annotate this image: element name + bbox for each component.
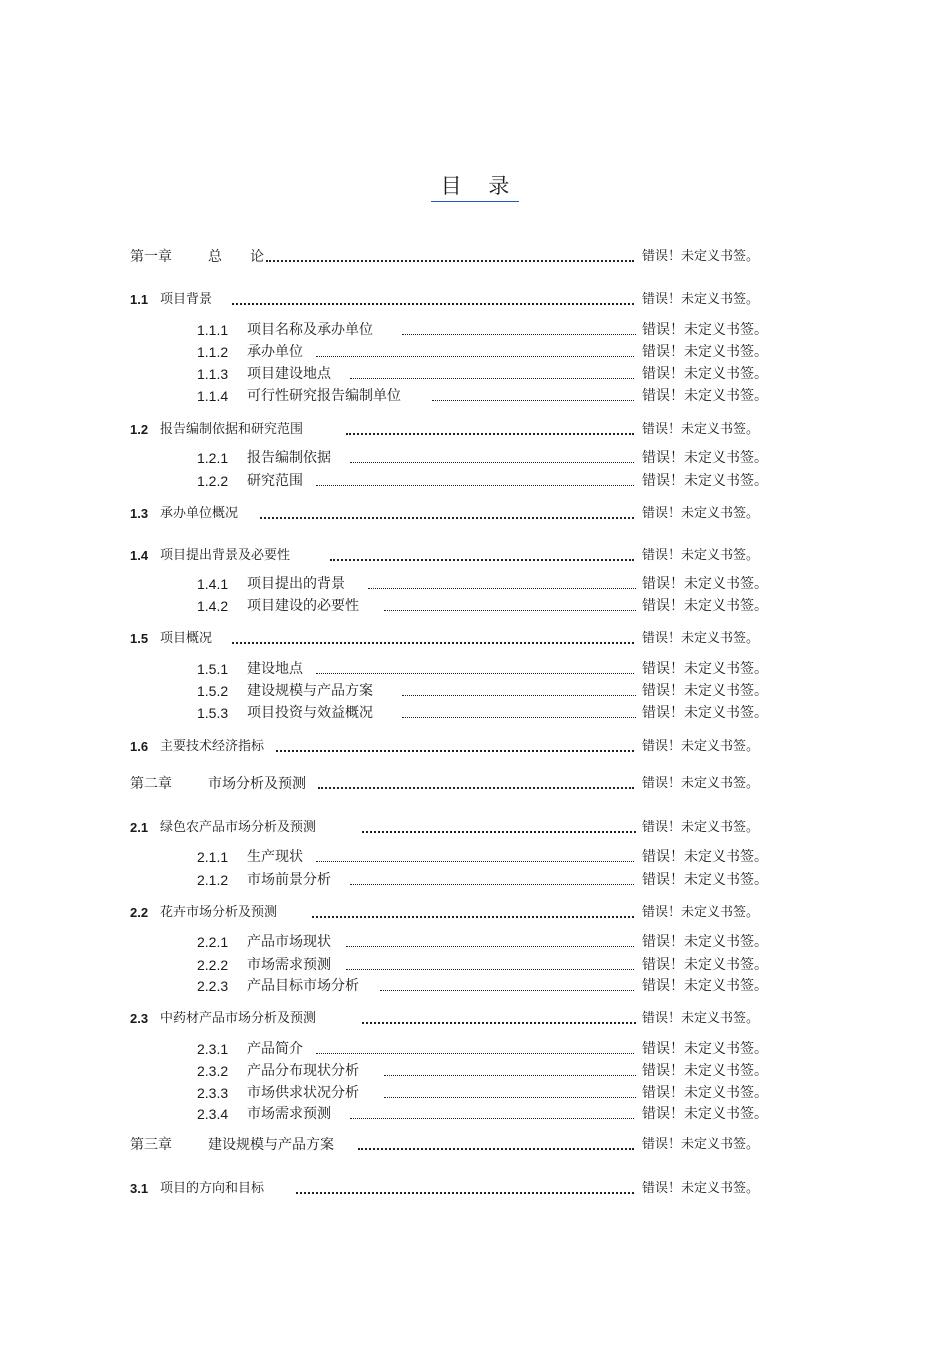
toc-entry-number: 1.2.1 xyxy=(197,450,229,466)
toc-entry-label xyxy=(130,546,290,566)
toc-entry-text: 项目的方向和目标 xyxy=(160,1181,265,1196)
toc-entry-page-ref: 错误！未定义书签。 xyxy=(642,1181,760,1196)
toc-entry[interactable] xyxy=(0,320,950,340)
toc-entry[interactable] xyxy=(0,870,950,890)
toc-entry-number: 2.3 xyxy=(130,1011,149,1026)
toc-entry-text: 主要技术经济指标 xyxy=(160,739,265,754)
dot-leader xyxy=(362,831,636,833)
toc-entry-page-ref: 错误！未定义书签。 xyxy=(642,249,760,264)
dot-leader xyxy=(316,673,634,674)
dot-leader xyxy=(346,969,634,970)
toc-entry-label xyxy=(197,342,303,362)
toc-entry[interactable] xyxy=(0,596,950,616)
toc-entry-number: 2.2.3 xyxy=(197,978,229,994)
toc-entry-label xyxy=(197,703,373,723)
toc-entry[interactable] xyxy=(0,1135,950,1155)
toc-entry-number: 第三章 xyxy=(130,1137,172,1153)
dot-leader xyxy=(232,303,634,305)
toc-entry-page-ref: 错误！未定义书签。 xyxy=(642,631,760,646)
toc-entry[interactable] xyxy=(0,818,950,838)
toc-entry-text: 市场需求预测 xyxy=(247,1106,331,1122)
toc-entry[interactable] xyxy=(0,932,950,952)
toc-entry-number: 2.1.1 xyxy=(197,849,229,865)
toc-entry-label xyxy=(197,847,303,867)
toc-entry-page-ref: 错误！未定义书签。 xyxy=(642,598,768,614)
toc-entry-number: 1.1.1 xyxy=(197,322,229,338)
toc-entry-label xyxy=(197,681,373,701)
toc-entry-text: 项目名称及承办单位 xyxy=(247,322,373,338)
toc-entry-page-ref: 错误！未定义书签。 xyxy=(642,292,760,307)
toc-entry[interactable] xyxy=(0,955,950,975)
toc-entry-number: 2.3.2 xyxy=(197,1063,229,1079)
dot-leader xyxy=(402,695,636,696)
dot-leader xyxy=(312,916,634,918)
toc-entry-text: 项目提出背景及必要性 xyxy=(160,548,291,563)
toc-entry-text: 产品分布现状分析 xyxy=(247,1063,359,1079)
toc-entry-text: 总 论 xyxy=(208,249,264,265)
toc-entry[interactable] xyxy=(0,342,950,362)
toc-entry[interactable] xyxy=(0,681,950,701)
toc-entry-text: 绿色农产品市场分析及预测 xyxy=(160,820,317,835)
dot-leader xyxy=(384,1097,636,1098)
dot-leader xyxy=(346,946,634,947)
toc-entry[interactable] xyxy=(0,364,950,384)
toc-entry[interactable] xyxy=(0,1083,950,1103)
toc-entry-text: 市场前景分析 xyxy=(247,872,331,888)
toc-entry[interactable] xyxy=(0,847,950,867)
toc-entry-label xyxy=(130,1179,264,1199)
toc-entry[interactable] xyxy=(0,448,950,468)
dot-leader xyxy=(384,610,636,611)
toc-entry-label xyxy=(197,976,359,996)
toc-entry[interactable] xyxy=(0,1061,950,1081)
toc-entry-number: 2.3.4 xyxy=(197,1106,229,1122)
toc-entry[interactable] xyxy=(0,1039,950,1059)
toc-entry-page-ref: 错误！未定义书签。 xyxy=(642,548,760,563)
toc-entry-page-ref: 错误！未定义书签。 xyxy=(642,849,768,865)
toc-entry-page-ref: 错误！未定义书签。 xyxy=(642,506,760,521)
toc-entry-number: 1.1 xyxy=(130,292,149,307)
toc-entry-label xyxy=(130,737,264,757)
toc-entry-text: 项目建设的必要性 xyxy=(247,598,359,614)
toc-entry-text: 项目建设地点 xyxy=(247,366,331,382)
toc-entry-label xyxy=(130,629,212,649)
toc-entry-number: 1.1.3 xyxy=(197,366,229,382)
toc-entry-number: 1.6 xyxy=(130,739,149,754)
toc-entry-page-ref: 错误！未定义书签。 xyxy=(642,978,768,994)
toc-entry-label xyxy=(130,903,277,923)
toc-entry-number: 1.5 xyxy=(130,631,149,646)
toc-entry-page-ref: 错误！未定义书签。 xyxy=(642,957,768,973)
toc-entry-text: 报告编制依据和研究范围 xyxy=(160,422,304,437)
toc-entry-text: 生产现状 xyxy=(247,849,303,865)
dot-leader xyxy=(316,485,634,486)
toc-entry-number: 1.3 xyxy=(130,506,149,521)
toc-entry-page-ref: 错误！未定义书签。 xyxy=(642,344,768,360)
toc-entry[interactable] xyxy=(0,1179,950,1199)
toc-entry[interactable] xyxy=(0,290,950,310)
dot-leader xyxy=(350,1118,634,1119)
dot-leader xyxy=(362,1022,636,1024)
dot-leader xyxy=(402,334,636,335)
toc-entry-page-ref: 错误！未定义书签。 xyxy=(642,473,768,489)
toc-entry[interactable] xyxy=(0,737,950,757)
toc-entry-page-ref: 错误！未定义书签。 xyxy=(642,661,768,677)
dot-leader xyxy=(260,517,634,519)
toc-entry-label xyxy=(197,870,331,890)
toc-entry[interactable] xyxy=(0,1104,950,1124)
toc-entry[interactable] xyxy=(0,629,950,649)
toc-entry-text: 市场供求状况分析 xyxy=(247,1085,359,1101)
toc-entry-page-ref: 错误！未定义书签。 xyxy=(642,1106,768,1122)
toc-entry-label xyxy=(197,596,359,616)
toc-entry-text: 市场分析及预测 xyxy=(208,776,306,792)
toc-entry-number: 第一章 xyxy=(130,249,172,265)
toc-entry[interactable] xyxy=(0,659,950,679)
toc-entry-label xyxy=(197,1083,359,1103)
toc-entry-label xyxy=(130,290,212,310)
dot-leader xyxy=(316,356,634,357)
toc-entry-number: 第二章 xyxy=(130,776,172,792)
dot-leader xyxy=(316,1053,634,1054)
dot-leader xyxy=(384,1075,636,1076)
toc-entry-text: 市场需求预测 xyxy=(247,957,331,973)
toc-entry[interactable] xyxy=(0,703,950,723)
toc-entry-text: 建设地点 xyxy=(247,661,303,677)
toc-entry-label xyxy=(197,932,331,952)
toc-entry-text: 建设规模与产品方案 xyxy=(247,683,373,699)
page-title: 目 录 xyxy=(0,170,950,200)
toc-entry-text: 项目提出的背景 xyxy=(247,576,345,592)
toc-entry-number: 1.5.1 xyxy=(197,661,229,677)
toc-entry-page-ref: 错误！未定义书签。 xyxy=(642,388,768,404)
toc-entry-page-ref: 错误！未定义书签。 xyxy=(642,422,760,437)
toc-entry-text: 项目投资与效益概况 xyxy=(247,705,373,721)
toc-entry[interactable] xyxy=(0,504,950,524)
toc-entry[interactable] xyxy=(0,903,950,923)
dot-leader xyxy=(368,588,636,589)
toc-entry-label xyxy=(197,471,303,491)
toc-entry[interactable] xyxy=(0,976,950,996)
dot-leader xyxy=(232,642,634,644)
toc-entry-page-ref: 错误！未定义书签。 xyxy=(642,450,768,466)
toc-entry-text: 项目背景 xyxy=(160,292,213,307)
toc-entry[interactable] xyxy=(0,546,950,566)
toc-entry-label xyxy=(130,420,303,440)
toc-entry[interactable] xyxy=(0,574,950,594)
toc-entry-text: 可行性研究报告编制单位 xyxy=(247,388,401,404)
dot-leader xyxy=(350,378,634,379)
toc-entry-label xyxy=(197,1061,359,1081)
toc-entry-number: 2.1.2 xyxy=(197,872,229,888)
toc-entry-text: 项目概况 xyxy=(160,631,213,646)
dot-leader xyxy=(316,861,634,862)
toc-entry-label xyxy=(130,818,316,838)
toc-entry-label xyxy=(197,364,331,384)
toc-entry-text: 报告编制依据 xyxy=(247,450,331,466)
toc-entry-page-ref: 错误！未定义书签。 xyxy=(642,576,768,592)
toc-entry-label xyxy=(130,504,238,524)
toc-entry-number: 1.1.4 xyxy=(197,388,229,404)
toc-entry-number: 2.3.1 xyxy=(197,1041,229,1057)
toc-entry-label xyxy=(197,320,373,340)
toc-entry[interactable] xyxy=(0,1009,950,1029)
toc-entry-number: 2.1 xyxy=(130,820,149,835)
toc-entry-number: 1.4.1 xyxy=(197,576,229,592)
toc-entry-label xyxy=(197,574,345,594)
toc-entry-label xyxy=(197,386,401,406)
toc-entry[interactable] xyxy=(0,386,950,406)
toc-entry-page-ref: 错误！未定义书签。 xyxy=(642,776,760,791)
dot-leader xyxy=(402,717,636,718)
dot-leader xyxy=(432,400,634,401)
toc-entry-text: 承办单位 xyxy=(247,344,303,360)
toc-entry[interactable] xyxy=(0,774,950,794)
toc-entry-number: 1.4 xyxy=(130,548,149,563)
toc-entry-label xyxy=(130,1135,334,1155)
toc-entry-label xyxy=(197,1104,331,1124)
toc-entry-text: 产品目标市场分析 xyxy=(247,978,359,994)
toc-entry-page-ref: 错误！未定义书签。 xyxy=(642,1137,760,1152)
toc-entry-page-ref: 错误！未定义书签。 xyxy=(642,705,768,721)
toc-entry-label xyxy=(197,1039,303,1059)
toc-entry-page-ref: 错误！未定义书签。 xyxy=(642,366,768,382)
toc-entry-number: 1.1.2 xyxy=(197,344,229,360)
toc-entry-text: 产品简介 xyxy=(247,1041,303,1057)
toc-entry-text: 中药材产品市场分析及预测 xyxy=(160,1011,317,1026)
toc-entry-label xyxy=(130,1009,316,1029)
toc-entry-number: 2.2.2 xyxy=(197,957,229,973)
toc-entry-label xyxy=(197,955,331,975)
toc-entry-number: 1.4.2 xyxy=(197,598,229,614)
toc-entry-text: 研究范围 xyxy=(247,473,303,489)
toc-entry[interactable] xyxy=(0,420,950,440)
dot-leader xyxy=(318,787,634,789)
dot-leader xyxy=(296,1192,634,1194)
toc-entry-label xyxy=(130,247,264,267)
dot-leader xyxy=(358,1148,634,1150)
toc-entry-number: 1.2.2 xyxy=(197,473,229,489)
toc-entry-text: 建设规模与产品方案 xyxy=(208,1137,334,1153)
toc-entry-number: 1.2 xyxy=(130,422,149,437)
toc-entry-page-ref: 错误！未定义书签。 xyxy=(642,1063,768,1079)
dot-leader xyxy=(346,433,634,435)
toc-entry-text: 承办单位概况 xyxy=(160,506,239,521)
toc-entry-number: 1.5.2 xyxy=(197,683,229,699)
toc-entry-text: 花卉市场分析及预测 xyxy=(160,905,278,920)
toc-entry-page-ref: 错误！未定义书签。 xyxy=(642,820,760,835)
toc-entry-page-ref: 错误！未定义书签。 xyxy=(642,1041,768,1057)
toc-entry-number: 1.5.3 xyxy=(197,705,229,721)
toc-entry-label xyxy=(197,659,303,679)
toc-entry-text: 产品市场现状 xyxy=(247,934,331,950)
dot-leader xyxy=(380,990,634,991)
dot-leader xyxy=(276,750,634,752)
toc-entry-page-ref: 错误！未定义书签。 xyxy=(642,739,760,754)
toc-entry-page-ref: 错误！未定义书签。 xyxy=(642,683,768,699)
toc-entry-label xyxy=(130,774,306,794)
dot-leader xyxy=(330,559,634,561)
toc-entry-page-ref: 错误！未定义书签。 xyxy=(642,905,760,920)
toc-entry-label xyxy=(197,448,331,468)
toc-entry-number: 2.3.3 xyxy=(197,1085,229,1101)
toc-entry-number: 2.2.1 xyxy=(197,934,229,950)
toc-entry-page-ref: 错误！未定义书签。 xyxy=(642,872,768,888)
dot-leader xyxy=(350,462,634,463)
toc-entry-page-ref: 错误！未定义书签。 xyxy=(642,934,768,950)
toc-entry[interactable] xyxy=(0,471,950,491)
toc-entry-page-ref: 错误！未定义书签。 xyxy=(642,1085,768,1101)
toc-entry-page-ref: 错误！未定义书签。 xyxy=(642,1011,760,1026)
toc-entry-page-ref: 错误！未定义书签。 xyxy=(642,322,768,338)
toc-entry-number: 2.2 xyxy=(130,905,149,920)
dot-leader xyxy=(350,884,634,885)
dot-leader xyxy=(266,260,634,262)
toc-entry[interactable] xyxy=(0,247,950,267)
toc-entry-number: 3.1 xyxy=(130,1181,149,1196)
